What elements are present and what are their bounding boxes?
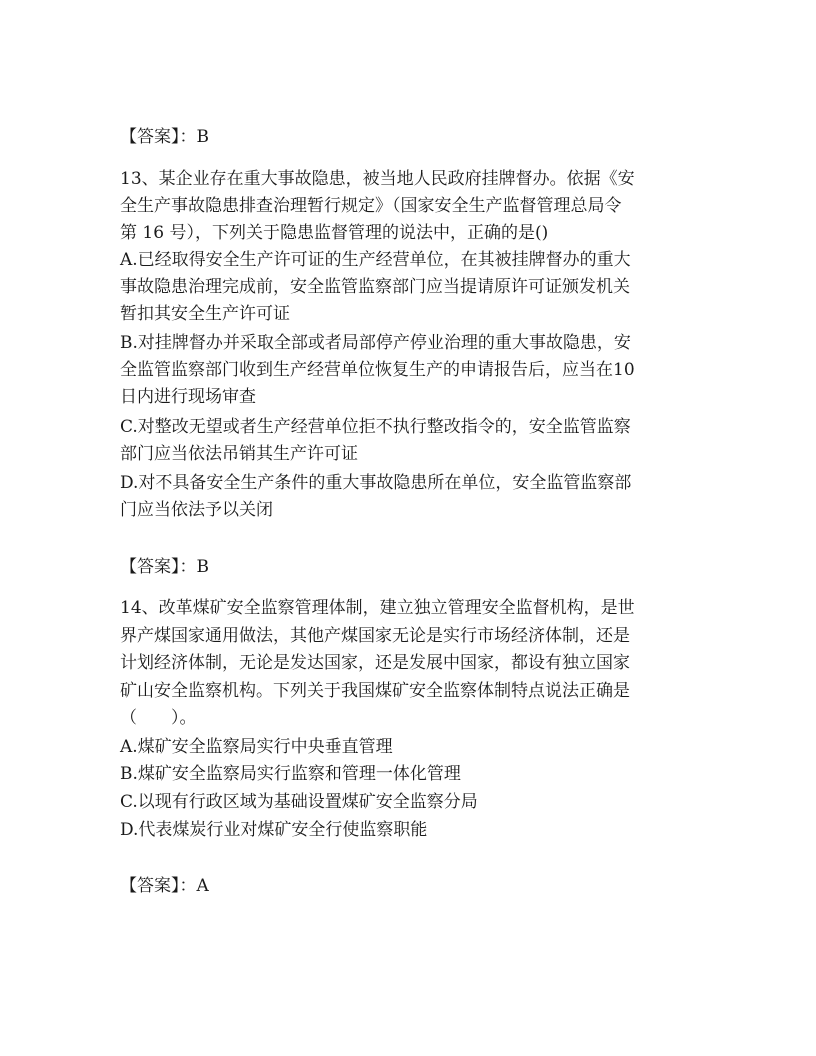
q14-stem-line-3: 计划经济体制，无论是发达国家，还是发展中国家，都设有独立国家 [120, 653, 630, 673]
q13-option-d-line-1: D.对不具备安全生产条件的重大事故隐患所在单位，安全监管监察部 [120, 473, 632, 493]
q13-option-b-line-2: 全监管监察部门收到生产经营单位恢复生产的申请报告后，应当在10 [120, 360, 635, 380]
q13-stem-line-1: 13、某企业存在重大事故隐患，被当地人民政府挂牌督办。依据《安 [120, 169, 635, 189]
answer-prev: 【答案】：B [120, 127, 209, 147]
q14-stem-line-1: 14、改革煤矿安全监察管理体制，建立独立管理安全监督机构，是世 [120, 598, 635, 618]
q14-option-d: D.代表煤炭行业对煤矿安全行使监察职能 [120, 820, 428, 840]
q13-stem-line-2: 全生产事故隐患排查治理暂行规定》（国家安全生产监督管理总局令 [120, 196, 622, 216]
q13-option-b-line-3: 日内进行现场审查 [120, 387, 256, 407]
q13-option-c-line-2: 部门应当依法吊销其生产许可证 [120, 444, 358, 464]
q13-answer: 【答案】：B [120, 557, 209, 577]
q14-option-b: B.煤矿安全监察局实行监察和管理一体化管理 [120, 764, 461, 784]
q13-option-d-line-2: 门应当依法予以关闭 [120, 500, 273, 520]
q13-stem-line-3: 第 16 号），下列关于隐患监督管理的说法中，正确的是() [120, 223, 549, 243]
q13-option-a-line-3: 暂扣其安全生产许可证 [120, 304, 290, 324]
q14-answer: 【答案】：A [120, 876, 209, 896]
q13-option-a-line-1: A.已经取得安全生产许可证的生产经营单位，在其被挂牌督办的重大 [120, 250, 631, 270]
q13-option-b-line-1: B.对挂牌督办并采取全部或者局部停产停业治理的重大事故隐患，安 [120, 333, 631, 353]
q13-option-a-line-2: 事故隐患治理完成前，安全监管监察部门应当提请原许可证颁发机关 [120, 277, 630, 297]
q14-stem-line-5: （ ）。 [120, 708, 197, 728]
q14-stem-line-2: 界产煤国家通用做法，其他产煤国家无论是实行市场经济体制，还是 [120, 626, 630, 646]
q14-option-c: C.以现有行政区域为基础设置煤矿安全监察分局 [120, 792, 478, 812]
q13-option-c-line-1: C.对整改无望或者生产经营单位拒不执行整改指令的，安全监管监察 [120, 417, 631, 437]
q14-stem-line-4: 矿山安全监察机构。下列关于我国煤矿安全监察体制特点说法正确是 [120, 681, 630, 701]
q14-option-a: A.煤矿安全监察局实行中央垂直管理 [120, 737, 393, 757]
